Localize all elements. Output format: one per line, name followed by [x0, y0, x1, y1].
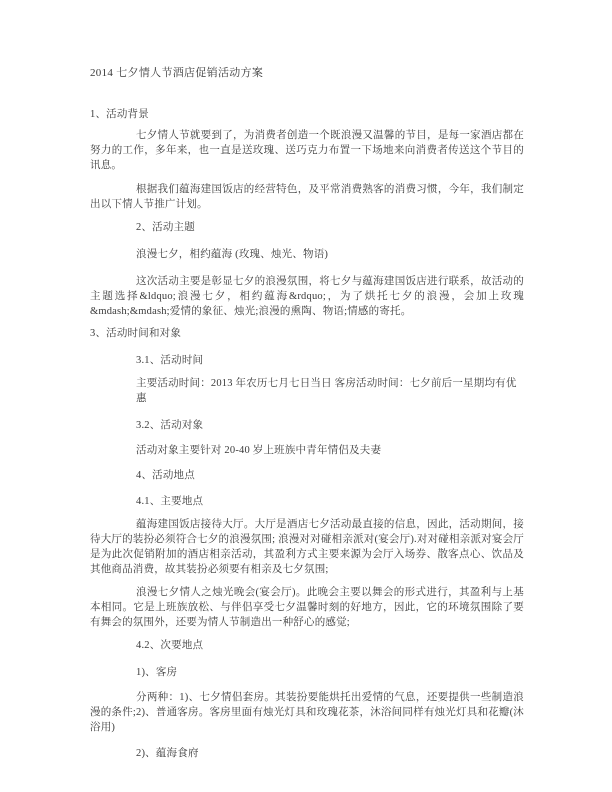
section-4-2-heading: 4.2、次要地点 — [136, 640, 204, 651]
section-4-2-item-1-heading: 1)、客房 — [136, 667, 178, 678]
section-4-1-heading: 4.1、主要地点 — [136, 496, 204, 507]
section-3-2-audience-line: 活动对象主要针对 20-40 岁上班族中青年情侣及夫妻 — [136, 445, 382, 456]
section-4-2-item-2-heading: 2)、蕴海食府 — [136, 748, 199, 759]
document-title: 2014 七夕情人节酒店促销活动方案 — [90, 67, 264, 79]
section-2-paragraph-1: 这次活动主要是彰显七夕的浪漫氛围，将七夕与蕴海建国饭店进行联系，故活动的主题选择&ldquo;浪漫七夕，相约蕴海&rdquo;，为了烘托七夕的浪漫，会加上玫瑰&mdash;&mdash;爱情的象征、烛光;浪漫的熏陶、物语;情感的寄托。 — [90, 276, 524, 317]
section-3-1-time-line: 主要活动时间：2013 年农历七月七日当日 客房活动时间：七夕前后一星期均有优惠 — [136, 378, 517, 404]
section-1-paragraph-1: 七夕情人节就要到了，为消费者创造一个既浪漫又温馨的节目，是每一家酒店都在努力的工作，多年来，也一直是送玫瑰、送巧克力布置一下场地来向消费者传送这个节目的讯息。 — [90, 130, 524, 171]
section-4-2-item-1-paragraph: 分两种：1)、七夕情侣套房。其装扮要能烘托出爱情的气息，还要提供一些制造浪漫的条件;2)、普通客房。客房里面有烛光灯具和玫瑰花茶，沐浴间同样有烛光灯具和花瓣(沐浴用) — [90, 692, 524, 733]
section-2-heading: 2、活动主题 — [136, 222, 195, 233]
section-1-heading: 1、活动背景 — [90, 109, 149, 120]
section-2-theme-line: 浪漫七夕，相约蕴海 (玫瑰、烛光、物语) — [136, 249, 329, 260]
section-4-1-paragraph-1: 蕴海建国饭店接待大厅。大厅是酒店七夕活动最直接的信息，因此，活动期间，接待大厅的装扮必须符合七夕的浪漫氛围; 浪漫对对碰相亲派对(宴会厅).对对碰相亲派对宴会厅是为此次促销附加的酒店相亲活动，其盈利方式主要来源为会厅入场券、散客点心、饮品及其他商品消费，故其装扮必须要有相亲及七夕氛围; — [90, 519, 524, 575]
section-3-2-heading: 3.2、活动对象 — [136, 420, 204, 431]
section-3-1-heading: 3.1、活动时间 — [136, 355, 204, 366]
section-4-heading: 4、活动地点 — [136, 470, 195, 481]
section-1-paragraph-2: 根据我们蕴海建国饭店的经营特色，及平常消费熟客的消费习惯，今年，我们制定出以下情人节推广计划。 — [90, 184, 524, 210]
section-4-1-paragraph-2: 浪漫七夕情人之烛光晚会(宴会厅)。此晚会主要以舞会的形式进行，其盈利与上基本相同。它是上班族放松、与伴侣享受七夕温馨时刻的好地方，因此，它的环境氛围除了要有舞会的氛围外，还要为情人节制造出一种舒心的感觉; — [90, 587, 524, 628]
section-3-heading: 3、活动时间和对象 — [90, 328, 182, 339]
